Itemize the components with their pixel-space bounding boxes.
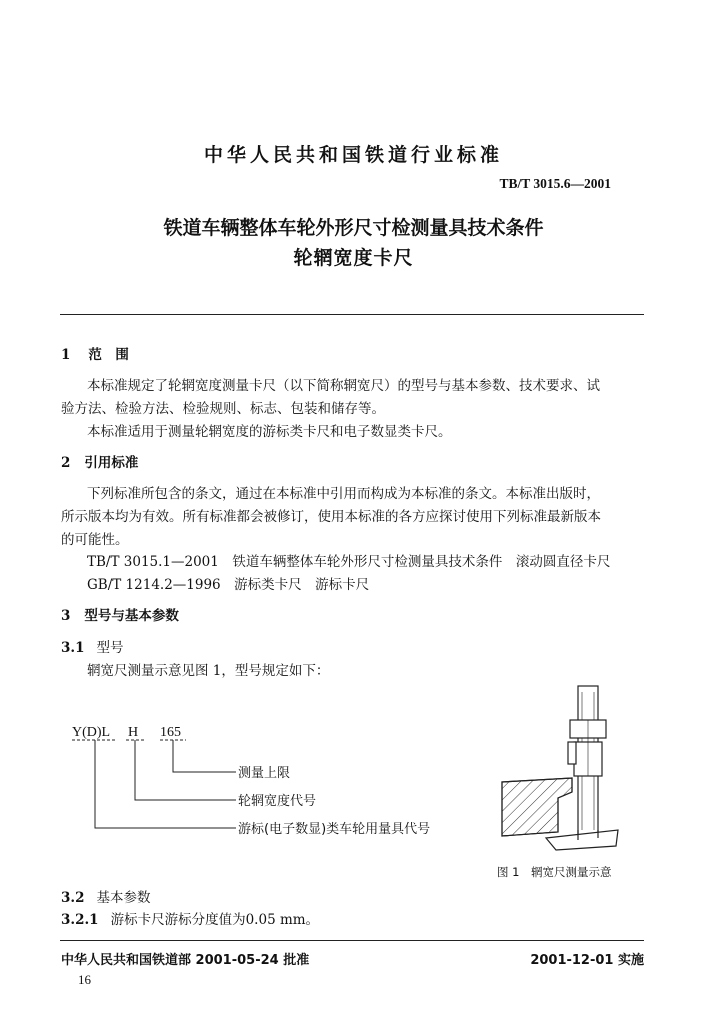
- leader-width-code: [135, 740, 236, 800]
- header-divider: [60, 314, 644, 315]
- section-3-heading: [61, 604, 179, 624]
- section-3-2-heading: [61, 886, 151, 906]
- label-upper-limit: 测量上限: [238, 766, 291, 781]
- wheel-rim-section: [502, 778, 572, 836]
- section-3-2-title: 基本参数: [96, 890, 151, 906]
- code-h: H: [128, 725, 139, 740]
- section-3-title: 型号与基本参数: [84, 608, 179, 624]
- label-type-code: 游标(电子数显)类车轮用量具代号: [238, 822, 431, 837]
- section-1-number: 1: [61, 347, 71, 363]
- section-3-1-heading: [61, 636, 124, 656]
- footer-divider: [60, 940, 644, 941]
- section-2-title: 引用标准: [84, 455, 139, 471]
- page-number: 16: [78, 972, 91, 987]
- reference-1: TB/T 3015.1—2001 铁道车辆整体车轮外形尺寸检测量具技术条件 滚动圆直径卡尺: [87, 554, 611, 570]
- section-2-heading: [61, 451, 138, 471]
- section-2-para-line-2: 所示版本均为有效。所有标准都会被修订，使用本标准的各方应探讨使用下列标准最新版本: [61, 509, 601, 525]
- section-3-1-title: 型号: [96, 640, 124, 656]
- implementation-date: 2001-12-01 实施: [530, 953, 644, 968]
- section-2-number: 2: [61, 455, 71, 471]
- figure-1-illustration: [486, 680, 636, 860]
- model-code-diagram: [60, 722, 480, 842]
- leader-upper-limit: [173, 740, 236, 772]
- section-1-heading: [61, 343, 129, 363]
- section-3-number: 3: [61, 608, 71, 624]
- section-3-2-number: 3.2: [61, 890, 85, 906]
- reference-2: GB/T 1214.2—1996 游标类卡尺 游标卡尺: [87, 577, 370, 593]
- label-width-code: 轮辋宽度代号: [238, 794, 317, 809]
- issuing-org: 中华人民共和国铁道行业标准: [203, 144, 503, 166]
- section-3-1-number: 3.1: [61, 640, 85, 656]
- section-1-para-1-line-1: 本标准规定了轮辋宽度测量卡尺（以下简称辋宽尺）的型号与基本参数、技术要求、试: [87, 378, 600, 394]
- section-3-2-1-text: 游标卡尺游标分度值为0.05 mm。: [110, 912, 320, 928]
- approval-date: 中华人民共和国铁道部 2001-05-24 批准: [61, 953, 310, 968]
- title-line-2: 轮辋宽度卡尺: [293, 247, 414, 269]
- figure-1-caption: 图 1 辋宽尺测量示意: [497, 865, 612, 879]
- section-3-1-text: 辋宽尺测量示意见图 1，型号规定如下：: [87, 663, 330, 679]
- section-3-2-1: [61, 908, 319, 928]
- code-y: Y(D)L: [72, 725, 111, 740]
- section-1-para-1-line-2: 验方法、检验方法、检验规则、标志、包装和储存等。: [61, 401, 385, 417]
- section-1-para-2: 本标准适用于测量轮辋宽度的游标类卡尺和电子数显类卡尺。: [87, 424, 452, 440]
- code-165: 165: [160, 725, 181, 740]
- section-3-2-1-number: 3.2.1: [61, 912, 99, 928]
- standard-number: TB/T 3015.6—2001: [499, 176, 611, 191]
- leader-type-code: [95, 740, 236, 828]
- section-2-para-line-1: 下列标准所包含的条文，通过在本标准中引用而构成为本标准的条文。本标准出版时，: [87, 486, 600, 502]
- title-line-1: 铁道车辆整体车轮外形尺寸检测量具技术条件: [163, 217, 544, 239]
- section-1-title: 范 围: [88, 347, 129, 363]
- section-2-para-line-3: 的可能性。: [61, 532, 129, 548]
